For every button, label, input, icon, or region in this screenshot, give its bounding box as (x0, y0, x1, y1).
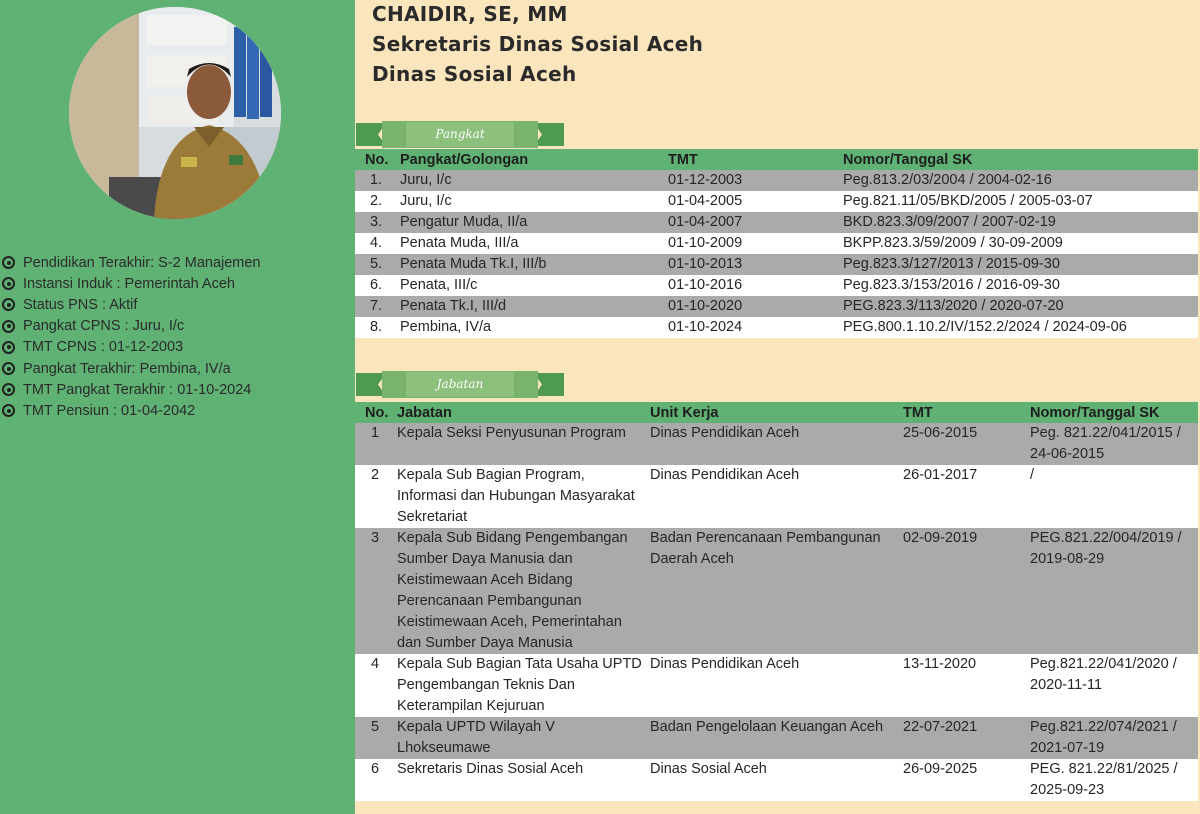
table-row (355, 317, 1198, 338)
cell-unit-kerja: Dinas Pendidikan Aceh (648, 654, 901, 717)
profile-sidebar (0, 0, 355, 814)
pangkat-ribbon (356, 121, 564, 148)
cell-nomor-sk: Peg.823.3/127/2013 / 2015-09-30 (843, 254, 1198, 275)
cell-nomor-sk: PEG.800.1.10.2/IV/152.2/2024 / 2024-09-06 (843, 317, 1198, 338)
cell-no: 3. (355, 212, 397, 233)
cell-unit-kerja: Badan Perencanaan Pembangunan Daerah Aceh (648, 528, 901, 654)
col-header-no: No. (355, 149, 397, 170)
table-row (355, 423, 1198, 465)
col-header-nomor-sk: Nomor/Tanggal SK (1028, 402, 1198, 423)
table-row (355, 465, 1198, 528)
cell-no: 3 (355, 528, 395, 654)
cell-pangkat: Penata Muda, III/a (397, 233, 665, 254)
profile-header (372, 0, 703, 89)
detail-pendidikan: Pendidikan Terakhir: S-2 Manajemen (0, 252, 261, 273)
table-row (355, 191, 1198, 212)
bullet-icon (2, 383, 15, 396)
col-header-tmt: TMT (901, 402, 1028, 423)
bullet-icon (2, 404, 15, 417)
cell-pangkat: Pembina, IV/a (397, 317, 665, 338)
detail-tmt-pensiun: TMT Pensiun : 01-04-2042 (0, 400, 261, 421)
table-row (355, 528, 1198, 654)
cell-tmt: 01-04-2005 (665, 191, 843, 212)
profile-details (0, 252, 261, 422)
table-row (355, 170, 1198, 191)
cell-pangkat: Penata Tk.I, III/d (397, 296, 665, 317)
cell-nomor-sk: Peg.823.3/153/2016 / 2016-09-30 (843, 275, 1198, 296)
detail-pangkat-terakhir: Pangkat Terakhir: Pembina, IV/a (0, 358, 261, 379)
cell-no: 4. (355, 233, 397, 254)
cell-tmt: 13-11-2020 (901, 654, 1028, 717)
cell-no: 2 (355, 465, 395, 528)
cell-no: 6 (355, 759, 395, 801)
cell-unit-kerja: Dinas Sosial Aceh (648, 759, 901, 801)
cell-jabatan: Kepala UPTD Wilayah V Lhokseumawe (395, 717, 648, 759)
bullet-icon (2, 298, 15, 311)
table-row (355, 233, 1198, 254)
cell-tmt: 22-07-2021 (901, 717, 1028, 759)
table-row (355, 275, 1198, 296)
cell-tmt: 26-01-2017 (901, 465, 1028, 528)
col-header-tmt: TMT (665, 149, 843, 170)
cell-no: 5. (355, 254, 397, 275)
cell-pangkat: Juru, I/c (397, 170, 665, 191)
cell-nomor-sk: Peg.821.11/05/BKD/2005 / 2005-03-07 (843, 191, 1198, 212)
col-header-no: No. (355, 402, 395, 423)
bullet-icon (2, 362, 15, 375)
detail-pangkat-cpns: Pangkat CPNS : Juru, I/c (0, 316, 261, 337)
cell-no: 8. (355, 317, 397, 338)
pangkat-ribbon-label: Pangkat (435, 127, 485, 141)
cell-unit-kerja: Dinas Pendidikan Aceh (648, 465, 901, 528)
detail-tmt-cpns: TMT CPNS : 01-12-2003 (0, 337, 261, 358)
table-row (355, 296, 1198, 317)
cell-no: 1 (355, 423, 395, 465)
cell-no: 1. (355, 170, 397, 191)
cell-tmt: 01-10-2009 (665, 233, 843, 254)
cell-pangkat: Penata, III/c (397, 275, 665, 296)
col-header-jabatan: Jabatan (395, 402, 648, 423)
table-row (355, 717, 1198, 759)
cell-jabatan: Kepala Sub Bidang Pengembangan Sumber Daya Manusia dan Keistimewaan Aceh Bidang Perencanaan Pembangunan Keistimewaan Aceh, Pemerintahan dan Sumber Daya Manusia (395, 528, 648, 654)
table-row (355, 212, 1198, 233)
cell-jabatan: Kepala Seksi Penyusunan Program (395, 423, 648, 465)
cell-tmt: 01-10-2013 (665, 254, 843, 275)
cell-tmt: 25-06-2015 (901, 423, 1028, 465)
cell-no: 7. (355, 296, 397, 317)
employee-position: Sekretaris Dinas Sosial Aceh (372, 32, 704, 56)
cell-pangkat: Penata Muda Tk.I, III/b (397, 254, 665, 275)
cell-nomor-sk: Peg.821.22/074/2021 / 2021-07-19 (1028, 717, 1198, 759)
cell-nomor-sk: Peg.813.2/03/2004 / 2004-02-16 (843, 170, 1198, 191)
jabatan-header-row (355, 402, 1198, 423)
cell-tmt: 26-09-2025 (901, 759, 1028, 801)
col-header-unit-kerja: Unit Kerja (648, 402, 901, 423)
jabatan-ribbon (356, 371, 564, 398)
table-row (355, 759, 1198, 801)
cell-no: 5 (355, 717, 395, 759)
profile-photo (69, 7, 281, 219)
jabatan-ribbon-label: Jabatan (436, 377, 484, 391)
cell-tmt: 01-10-2016 (665, 275, 843, 296)
pangkat-header-row (355, 149, 1198, 170)
cell-tmt: 01-10-2020 (665, 296, 843, 317)
cell-pangkat: Pengatur Muda, II/a (397, 212, 665, 233)
jabatan-table (355, 402, 1198, 801)
cell-nomor-sk: BKPP.823.3/59/2009 / 30-09-2009 (843, 233, 1198, 254)
table-row (355, 254, 1198, 275)
bullet-icon (2, 320, 15, 333)
cell-nomor-sk: Peg. 821.22/041/2015 / 24-06-2015 (1028, 423, 1198, 465)
cell-pangkat: Juru, I/c (397, 191, 665, 212)
employee-name: CHAIDIR, SE, MM (372, 2, 568, 26)
employee-office: Dinas Sosial Aceh (372, 62, 577, 86)
cell-jabatan: Sekretaris Dinas Sosial Aceh (395, 759, 648, 801)
cell-tmt: 01-12-2003 (665, 170, 843, 191)
cell-jabatan: Kepala Sub Bagian Program, Informasi dan Hubungan Masyarakat Sekretariat (395, 465, 648, 528)
bullet-icon (2, 277, 15, 290)
pangkat-table (355, 149, 1198, 338)
detail-status-pns: Status PNS : Aktif (0, 294, 261, 315)
cell-no: 2. (355, 191, 397, 212)
bullet-icon (2, 341, 15, 354)
detail-tmt-pangkat-terakhir: TMT Pangkat Terakhir : 01-10-2024 (0, 379, 261, 400)
cell-unit-kerja: Dinas Pendidikan Aceh (648, 423, 901, 465)
bullet-icon (2, 256, 15, 269)
cell-tmt: 01-04-2007 (665, 212, 843, 233)
col-header-nomor-sk: Nomor/Tanggal SK (843, 149, 1198, 170)
cell-tmt: 01-10-2024 (665, 317, 843, 338)
col-header-pangkat: Pangkat/Golongan (397, 149, 665, 170)
cell-nomor-sk: PEG.823.3/113/2020 / 2020-07-20 (843, 296, 1198, 317)
cell-tmt: 02-09-2019 (901, 528, 1028, 654)
cell-nomor-sk: Peg.821.22/041/2020 / 2020-11-11 (1028, 654, 1198, 717)
cell-no: 6. (355, 275, 397, 296)
cell-jabatan: Kepala Sub Bagian Tata Usaha UPTD Pengembangan Teknis Dan Keterampilan Kejuruan (395, 654, 648, 717)
cell-nomor-sk: BKD.823.3/09/2007 / 2007-02-19 (843, 212, 1198, 233)
cell-unit-kerja: Badan Pengelolaan Keuangan Aceh (648, 717, 901, 759)
cell-no: 4 (355, 654, 395, 717)
cell-nomor-sk: PEG. 821.22/81/2025 / 2025-09-23 (1028, 759, 1198, 801)
table-row (355, 654, 1198, 717)
detail-instansi: Instansi Induk : Pemerintah Aceh (0, 273, 261, 294)
cell-nomor-sk: / (1028, 465, 1198, 528)
cell-nomor-sk: PEG.821.22/004/2019 / 2019-08-29 (1028, 528, 1198, 654)
